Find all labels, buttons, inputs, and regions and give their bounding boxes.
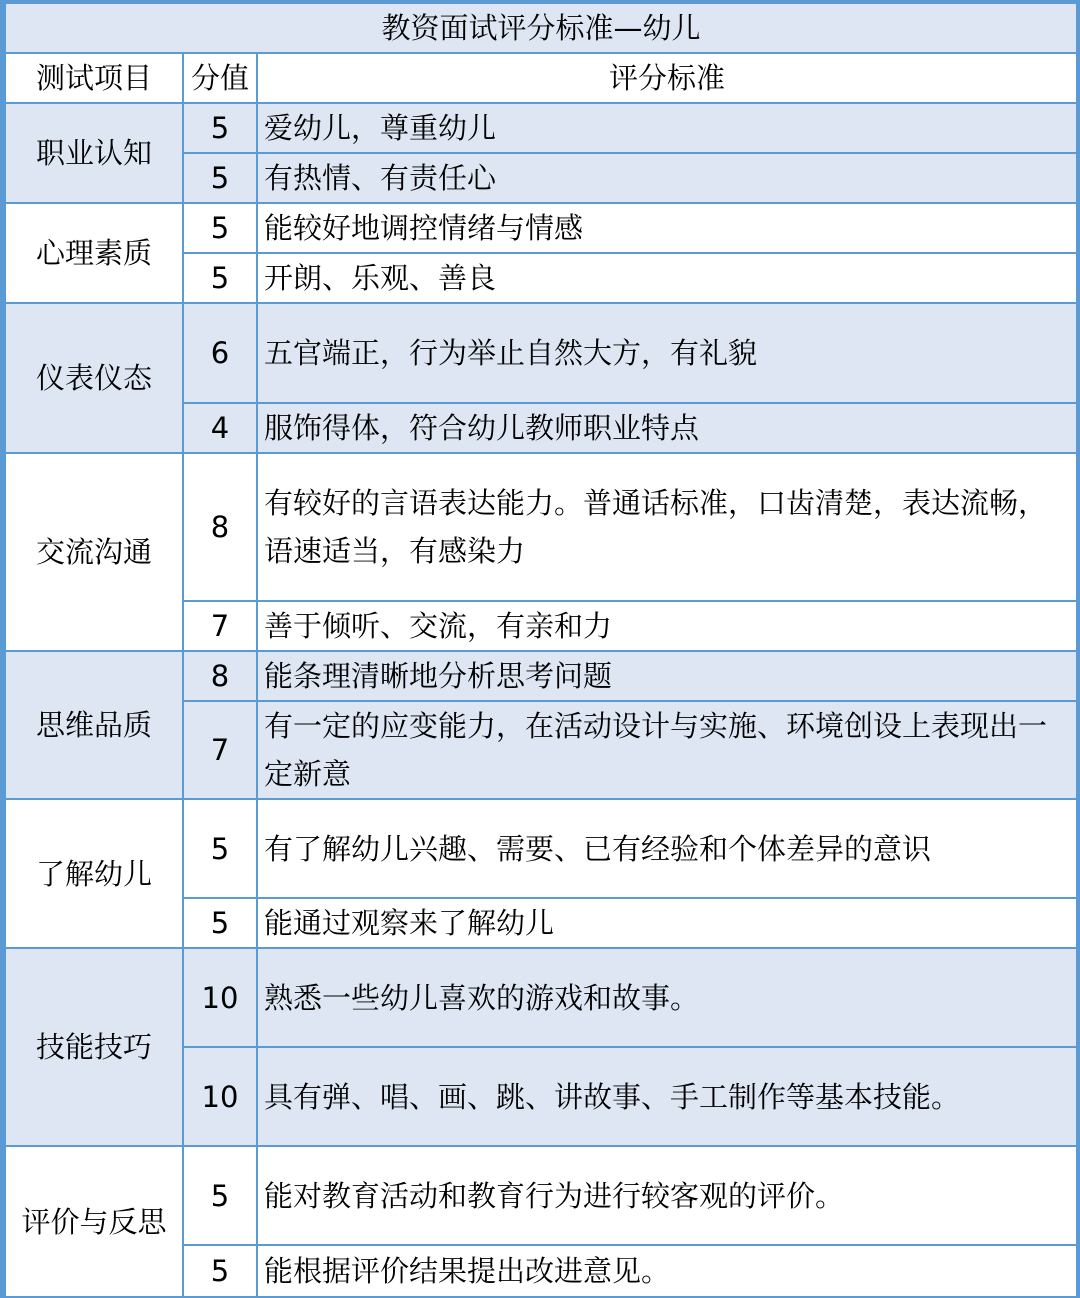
criteria-cell: 五官端正，行为举止自然大方，有礼貌 bbox=[257, 303, 1077, 403]
table-row bbox=[5, 303, 1077, 403]
category-cell: 心理素质 bbox=[5, 203, 183, 303]
score-cell: 5 bbox=[183, 203, 257, 253]
criteria-cell: 服饰得体，符合幼儿教师职业特点 bbox=[257, 403, 1077, 453]
criteria-cell: 能较好地调控情绪与情感 bbox=[257, 203, 1077, 253]
score-cell: 5 bbox=[183, 103, 257, 153]
category-cell: 交流沟通 bbox=[5, 453, 183, 651]
table-row bbox=[5, 651, 1077, 701]
header-criteria: 评分标准 bbox=[257, 53, 1077, 103]
criteria-cell: 能条理清晰地分析思考问题 bbox=[257, 651, 1077, 701]
criteria-cell: 爱幼儿，尊重幼儿 bbox=[257, 103, 1077, 153]
criteria-cell: 能根据评价结果提出改进意见。 bbox=[257, 1245, 1077, 1297]
score-cell: 5 bbox=[183, 1146, 257, 1245]
criteria-cell: 熟悉一些幼儿喜欢的游戏和故事。 bbox=[257, 948, 1077, 1047]
score-cell: 7 bbox=[183, 701, 257, 799]
criteria-cell: 善于倾听、交流，有亲和力 bbox=[257, 601, 1077, 651]
category-cell: 评价与反思 bbox=[5, 1146, 183, 1297]
category-cell: 了解幼儿 bbox=[5, 799, 183, 948]
category-cell: 思维品质 bbox=[5, 651, 183, 799]
score-cell: 5 bbox=[183, 898, 257, 948]
score-cell: 5 bbox=[183, 799, 257, 898]
table-title: 教资面试评分标准—幼儿 bbox=[5, 3, 1077, 53]
criteria-cell: 具有弹、唱、画、跳、讲故事、手工制作等基本技能。 bbox=[257, 1047, 1077, 1146]
score-cell: 5 bbox=[183, 253, 257, 303]
scoring-table bbox=[4, 2, 1078, 1298]
criteria-cell: 能对教育活动和教育行为进行较客观的评价。 bbox=[257, 1146, 1077, 1245]
category-cell: 仪表仪态 bbox=[5, 303, 183, 453]
category-cell: 技能技巧 bbox=[5, 948, 183, 1146]
criteria-cell: 开朗、乐观、善良 bbox=[257, 253, 1077, 303]
criteria-cell: 能通过观察来了解幼儿 bbox=[257, 898, 1077, 948]
title-row bbox=[5, 3, 1077, 53]
criteria-cell: 有较好的言语表达能力。普通话标准，口齿清楚，表达流畅，语速适当，有感染力 bbox=[257, 453, 1077, 601]
score-cell: 10 bbox=[183, 948, 257, 1047]
table-row bbox=[5, 948, 1077, 1047]
table-row bbox=[5, 453, 1077, 601]
category-cell: 职业认知 bbox=[5, 103, 183, 203]
score-cell: 5 bbox=[183, 153, 257, 203]
header-row bbox=[5, 53, 1077, 103]
score-cell: 4 bbox=[183, 403, 257, 453]
criteria-cell: 有一定的应变能力，在活动设计与实施、环境创设上表现出一定新意 bbox=[257, 701, 1077, 799]
header-score: 分值 bbox=[183, 53, 257, 103]
score-cell: 8 bbox=[183, 453, 257, 601]
criteria-cell: 有了解幼儿兴趣、需要、已有经验和个体差异的意识 bbox=[257, 799, 1077, 898]
score-cell: 7 bbox=[183, 601, 257, 651]
score-cell: 6 bbox=[183, 303, 257, 403]
header-item: 测试项目 bbox=[5, 53, 183, 103]
table-row bbox=[5, 103, 1077, 153]
score-cell: 5 bbox=[183, 1245, 257, 1297]
table-row bbox=[5, 1146, 1077, 1245]
table-row bbox=[5, 799, 1077, 898]
criteria-cell: 有热情、有责任心 bbox=[257, 153, 1077, 203]
score-cell: 8 bbox=[183, 651, 257, 701]
score-cell: 10 bbox=[183, 1047, 257, 1146]
table-row bbox=[5, 203, 1077, 253]
